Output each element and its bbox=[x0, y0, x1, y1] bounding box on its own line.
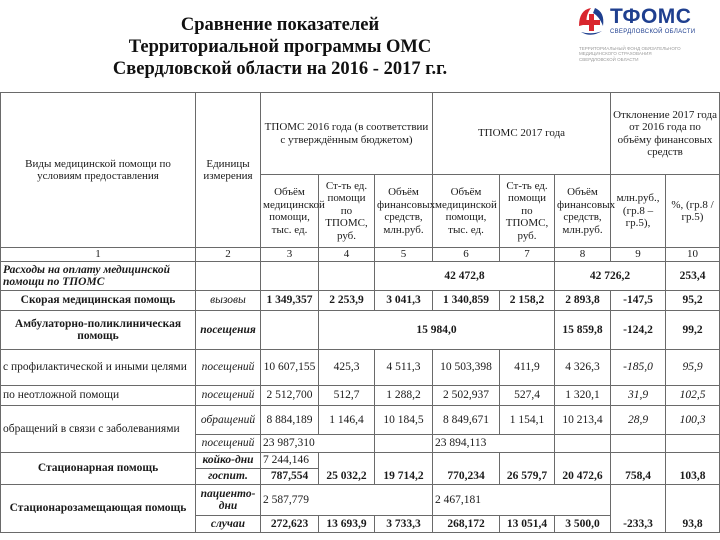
cell-percent: 102,5 bbox=[666, 386, 720, 406]
cell-cost-2017: 527,4 bbox=[500, 386, 555, 406]
cell-volume-2017: 10 503,398 bbox=[433, 350, 500, 386]
table-row-urgent bbox=[1, 386, 720, 406]
header-tpoms-2016: ТПОМС 2016 года (в соответствии с утверждённым бюджетом) bbox=[261, 93, 433, 175]
comparison-table bbox=[0, 92, 720, 533]
cell-finance-2016: 3 041,3 bbox=[375, 291, 433, 311]
row-label: Скорая медицинская помощь bbox=[1, 291, 196, 311]
title-line-3: Свердловской области на 2016 - 2017 г.г. bbox=[112, 59, 448, 79]
table-row-total bbox=[1, 262, 720, 291]
cell-percent: 100,3 bbox=[666, 406, 720, 435]
title-line-1: Сравнение показателей bbox=[180, 15, 380, 35]
header-dev-mln: млн.руб., (гр.8 – гр.5), bbox=[611, 175, 666, 248]
cell-deviation: 31,9 bbox=[611, 386, 666, 406]
cell-finance-2016: 10 184,5 bbox=[375, 406, 433, 435]
col-num: 4 bbox=[319, 248, 375, 262]
cell-cost-2016: 25 032,2 bbox=[319, 469, 375, 485]
cell-unit: пациенто-дни bbox=[196, 485, 261, 516]
cell-finance-2017: 3 500,0 bbox=[555, 516, 611, 533]
col-num: 9 bbox=[611, 248, 666, 262]
cell-unit: посещений bbox=[196, 350, 261, 386]
cell-cost-2016: 1 146,4 bbox=[319, 406, 375, 435]
cell-volume-2017: 23 894,113 bbox=[433, 435, 555, 453]
cell-finance-2017: 20 472,6 bbox=[555, 469, 611, 485]
cell-finance-2017: 15 859,8 bbox=[555, 311, 611, 350]
header-units: Единицы измерения bbox=[196, 93, 261, 248]
tfoms-emblem-icon bbox=[575, 4, 607, 38]
cell-unit: случаи bbox=[196, 516, 261, 533]
cell-cost-2017: 26 579,7 bbox=[500, 469, 555, 485]
cell-unit: койко-дни bbox=[196, 453, 261, 469]
cell-finance-2017: 4 326,3 bbox=[555, 350, 611, 386]
logo-org-name: ТЕРРИТОРИАЛЬНЫЙ ФОНД ОБЯЗАТЕЛЬНОГО МЕДИЦИНСКОГО СТРАХОВАНИЯ СВЕРДЛОВСКОЙ ОБЛАСТИ bbox=[579, 46, 681, 62]
cell-volume-2017: 770,234 bbox=[433, 469, 500, 485]
col-num: 6 bbox=[433, 248, 500, 262]
cell-volume-2017: 2 502,937 bbox=[433, 386, 500, 406]
table-row-dayhospital-a bbox=[1, 485, 720, 516]
cell-volume-2017: 2 467,181 bbox=[433, 485, 611, 516]
row-label: по неотложной помощи bbox=[1, 386, 196, 406]
cell-unit: посещений bbox=[196, 435, 261, 453]
cell-finance-2016: 4 511,3 bbox=[375, 350, 433, 386]
header-cost-2016: Ст-ть ед. помощи по ТПОМС, руб. bbox=[319, 175, 375, 248]
cell-volume-2016: 8 884,189 bbox=[261, 406, 319, 435]
cell-percent: 95,2 bbox=[666, 291, 720, 311]
col-num: 10 bbox=[666, 248, 720, 262]
page-title bbox=[80, 14, 480, 80]
header-volume-2016: Объём медицинской помощи, тыс. ед. bbox=[261, 175, 319, 248]
column-number-row bbox=[1, 248, 720, 262]
row-label: Стационарозамещающая помощь bbox=[1, 485, 196, 533]
cell-volume-2016: 2 587,779 bbox=[261, 485, 433, 516]
row-label: Стационарная помощь bbox=[1, 453, 196, 485]
table-row-inpatient-a bbox=[1, 453, 720, 469]
header-tpoms-2017: ТПОМС 2017 года bbox=[433, 93, 611, 175]
cell-volume-2017: 8 849,671 bbox=[433, 406, 500, 435]
cell-volume-2016: 10 607,155 bbox=[261, 350, 319, 386]
cell-unit: госпит. bbox=[196, 469, 261, 485]
header-finance-2016: Объём финансовых средств, млн.руб. bbox=[375, 175, 433, 248]
col-num: 5 bbox=[375, 248, 433, 262]
cell-finance-2017: 10 213,4 bbox=[555, 406, 611, 435]
col-num: 2 bbox=[196, 248, 261, 262]
cell-cost-2017: 1 154,1 bbox=[500, 406, 555, 435]
table-row-prophylactic bbox=[1, 350, 720, 386]
header-dev-pct: %, (гр.8 / гр.5) bbox=[666, 175, 720, 248]
cell-finance-2017: 2 893,8 bbox=[555, 291, 611, 311]
cell-finance-2017: 1 320,1 bbox=[555, 386, 611, 406]
header-types: Виды медицинской помощи по условиям предоставления bbox=[1, 93, 196, 248]
header-deviation: Отклонение 2017 года от 2016 года по объёму финансовых средств bbox=[611, 93, 720, 175]
cell-deviation: -124,2 bbox=[611, 311, 666, 350]
cell-unit: посещений bbox=[196, 386, 261, 406]
cell-deviation: -147,5 bbox=[611, 291, 666, 311]
col-num: 8 bbox=[555, 248, 611, 262]
cell-percent: 95,9 bbox=[666, 350, 720, 386]
cell-volume-2016: 7 244,146 bbox=[261, 453, 319, 469]
cell-volume-2017: 268,172 bbox=[433, 516, 500, 533]
cell-volume-2016: 2 512,700 bbox=[261, 386, 319, 406]
cell-deviation: 253,4 bbox=[666, 262, 720, 291]
col-num: 3 bbox=[261, 248, 319, 262]
tfoms-logo bbox=[575, 2, 720, 62]
cell-deviation: 28,9 bbox=[611, 406, 666, 435]
cell-finance-2016: 19 714,2 bbox=[375, 469, 433, 485]
cell-deviation: -233,3 bbox=[611, 516, 666, 533]
cell-cost-2016: 13 693,9 bbox=[319, 516, 375, 533]
header-row-1 bbox=[1, 93, 720, 175]
cell-finance-2017: 42 726,2 bbox=[555, 262, 666, 291]
cell-volume-2016: 787,554 bbox=[261, 469, 319, 485]
cell-deviation: -185,0 bbox=[611, 350, 666, 386]
cell-unit: вызовы bbox=[196, 291, 261, 311]
cell-deviation: 758,4 bbox=[611, 469, 666, 485]
logo-subtitle: СВЕРДЛОВСКОЙ ОБЛАСТИ bbox=[610, 29, 696, 35]
cell-percent: 99,2 bbox=[666, 311, 720, 350]
cell-percent: 103,8 bbox=[666, 469, 720, 485]
logo-text: ТФОМС bbox=[610, 5, 692, 28]
cell-finance-2016: 3 733,3 bbox=[375, 516, 433, 533]
cell-volume-2017: 1 340,859 bbox=[433, 291, 500, 311]
table-row-disease bbox=[1, 406, 720, 435]
row-label: Амбулаторно-поликлиническая помощь bbox=[1, 311, 196, 350]
cell-cost-2017: 2 158,2 bbox=[500, 291, 555, 311]
cell-unit: обращений bbox=[196, 406, 261, 435]
row-label: Расходы на оплату медицинской помощи по ТПОМС bbox=[1, 262, 196, 291]
cell-cost-2016: 2 253,9 bbox=[319, 291, 375, 311]
table-row-outpatient bbox=[1, 311, 720, 350]
cell-volume-2016: 1 349,357 bbox=[261, 291, 319, 311]
row-label: с профилактической и иными целями bbox=[1, 350, 196, 386]
cell-cost-2017: 13 051,4 bbox=[500, 516, 555, 533]
cell-volume-2016: 23 987,310 bbox=[261, 435, 375, 453]
table-row-ambulance bbox=[1, 291, 720, 311]
cell-percent: 93,8 bbox=[666, 516, 720, 533]
col-num: 1 bbox=[1, 248, 196, 262]
header-finance-2017: Объём финансовых средств, млн.руб. bbox=[555, 175, 611, 248]
cell-finance-2016: 1 288,2 bbox=[375, 386, 433, 406]
cell-unit: посещения bbox=[196, 311, 261, 350]
cell-finance-2016: 42 472,8 bbox=[375, 262, 555, 291]
cell-cost-2016: 512,7 bbox=[319, 386, 375, 406]
cell-cost-2017: 411,9 bbox=[500, 350, 555, 386]
cell-volume-2016: 272,623 bbox=[261, 516, 319, 533]
cell-cost-2016: 425,3 bbox=[319, 350, 375, 386]
header-volume-2017: Объём медицинской помощи, тыс. ед. bbox=[433, 175, 500, 248]
header-cost-2017: Ст-ть ед. помощи по ТПОМС, руб. bbox=[500, 175, 555, 248]
col-num: 7 bbox=[500, 248, 555, 262]
row-label: обращений в связи с заболеваниями bbox=[1, 406, 196, 453]
title-line-2: Территориальной программы ОМС bbox=[128, 37, 432, 57]
cell-finance-2016: 15 984,0 bbox=[319, 311, 555, 350]
